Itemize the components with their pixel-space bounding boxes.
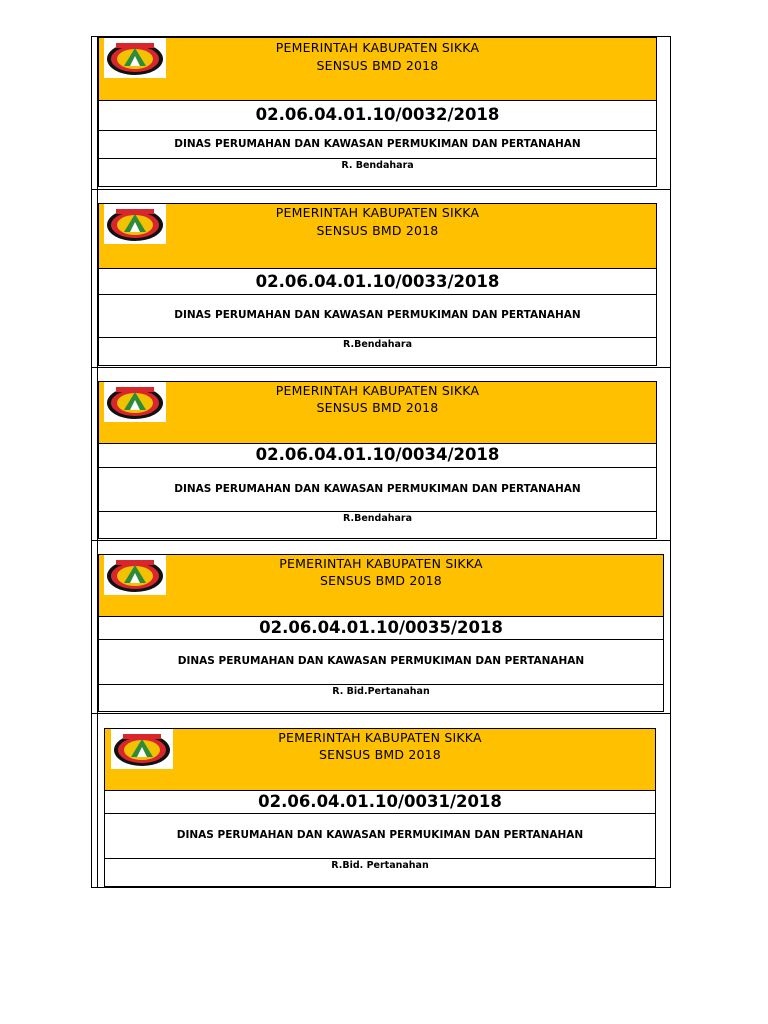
department-name: DINAS PERUMAHAN DAN KAWASAN PERMUKIMAN DAN PERTANAHAN: [98, 640, 664, 685]
regency-emblem-icon: [111, 729, 173, 769]
asset-code: 02.06.04.01.10/0032/2018: [98, 101, 657, 131]
header-line-2: SENSUS BMD 2018: [316, 223, 439, 238]
department-name: DINAS PERUMAHAN DAN KAWASAN PERMUKIMAN DAN PERTANAHAN: [98, 468, 657, 512]
label-header: [98, 381, 657, 444]
header-line-2: SENSUS BMD 2018: [319, 747, 441, 762]
separator-3: [91, 540, 671, 541]
label-header: [98, 554, 664, 617]
separator-4: [91, 713, 671, 714]
room-name: R.Bendahara: [98, 512, 657, 539]
frame-right-line: [670, 36, 671, 888]
header-line-1: PEMERINTAH KABUPATEN SIKKA: [278, 730, 482, 745]
label-header: [98, 203, 657, 269]
header-line-2: SENSUS BMD 2018: [316, 58, 439, 73]
asset-code: 02.06.04.01.10/0031/2018: [104, 791, 656, 814]
header-line-1: PEMERINTAH KABUPATEN SIKKA: [275, 205, 480, 220]
regency-emblem-icon: [104, 204, 166, 244]
separator-2: [91, 367, 671, 368]
header-line-1: PEMERINTAH KABUPATEN SIKKA: [275, 383, 480, 398]
label-header: [98, 37, 657, 101]
asset-code: 02.06.04.01.10/0033/2018: [98, 269, 657, 295]
regency-emblem-icon: [104, 38, 166, 78]
room-name: R. Bid.Pertanahan: [98, 685, 664, 712]
room-name: R. Bendahara: [98, 159, 657, 187]
header-line-1: PEMERINTAH KABUPATEN SIKKA: [275, 40, 480, 55]
regency-emblem-icon: [104, 555, 166, 595]
room-name: R.Bendahara: [98, 338, 657, 366]
frame-bottom-line: [91, 887, 671, 888]
separator-1: [91, 189, 671, 190]
frame-left-line: [91, 36, 92, 888]
header-line-1: PEMERINTAH KABUPATEN SIKKA: [279, 556, 483, 571]
department-name: DINAS PERUMAHAN DAN KAWASAN PERMUKIMAN DAN PERTANAHAN: [98, 131, 657, 159]
header-line-2: SENSUS BMD 2018: [320, 573, 442, 588]
header-line-2: SENSUS BMD 2018: [316, 400, 439, 415]
room-name: R.Bid. Pertanahan: [104, 859, 656, 887]
department-name: DINAS PERUMAHAN DAN KAWASAN PERMUKIMAN DAN PERTANAHAN: [104, 814, 656, 859]
department-name: DINAS PERUMAHAN DAN KAWASAN PERMUKIMAN DAN PERTANAHAN: [98, 295, 657, 338]
label-header: [104, 728, 656, 791]
asset-code: 02.06.04.01.10/0034/2018: [98, 444, 657, 468]
asset-code: 02.06.04.01.10/0035/2018: [98, 617, 664, 640]
regency-emblem-icon: [104, 382, 166, 422]
